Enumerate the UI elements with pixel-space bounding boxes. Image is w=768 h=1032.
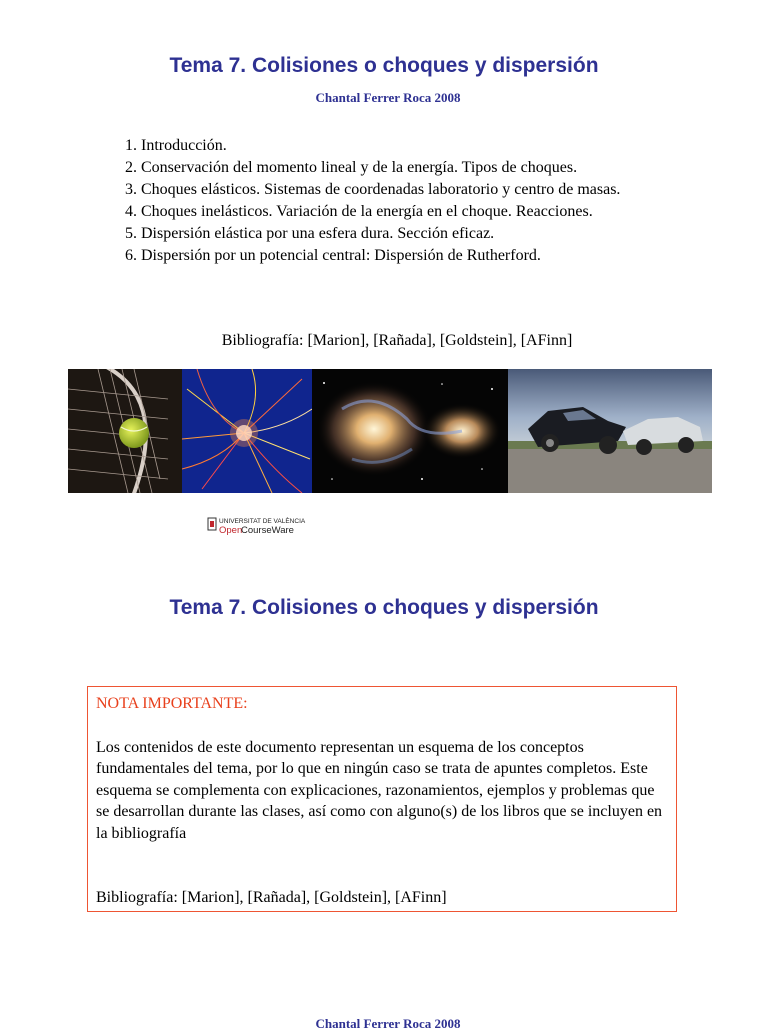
galaxy-collision-image xyxy=(312,369,508,493)
toc-item: 3. Choques elásticos. Sistemas de coordenadas laboratorio y centro de masas. xyxy=(125,181,621,198)
note-bibliography: Bibliografía: [Marion], [Rañada], [Goldstein], [AFinn] xyxy=(96,889,447,906)
image-banner xyxy=(68,369,712,493)
note-heading: NOTA IMPORTANTE: xyxy=(96,695,248,712)
svg-text:UNIVERSITAT DE VALÈNCIA: UNIVERSITAT DE VALÈNCIA xyxy=(219,518,306,525)
university-logo xyxy=(207,516,307,536)
important-note-box xyxy=(87,686,677,912)
footer-author: Chantal Ferrer Roca 2008 xyxy=(315,1016,461,1031)
toc-item: 1. Introducción. xyxy=(125,137,227,154)
toc-item: 5. Dispersión elástica por una esfera dura. Sección eficaz. xyxy=(125,225,495,242)
note-body: Los contenidos de este documento representan un esquema de los conceptos fundamentales del tema, por lo que en ningún caso se trata de apuntes completos. Este esquema se complementa con explicaciones, razonamientos, ejemplos y problemas que se desarrollan durante las clases, así como con alguno(s) de los libros que se incluyen en la bibliografía xyxy=(96,738,663,842)
car-crash-image xyxy=(508,369,712,493)
toc-item: 6. Dispersión por un potencial central: Dispersión de Rutherford. xyxy=(125,247,541,264)
particle-collision-image xyxy=(182,369,312,493)
toc-item: 2. Conservación del momento lineal y de la energía. Tipos de choques. xyxy=(125,159,578,176)
tennis-ball-image xyxy=(68,369,182,493)
svg-text:CourseWare: CourseWare xyxy=(241,525,294,536)
page-title: Tema 7. Colisiones o choques y dispersión xyxy=(169,54,599,77)
author-line: Chantal Ferrer Roca 2008 xyxy=(315,90,461,105)
toc-item: 4. Choques inelásticos. Variación de la energía en el choque. Reacciones. xyxy=(125,203,593,220)
table-of-contents xyxy=(125,135,685,267)
page-title: Tema 7. Colisiones o choques y dispersión xyxy=(169,596,599,619)
bibliography-line: Bibliografía: [Marion], [Rañada], [Goldstein], [AFinn] xyxy=(221,332,573,349)
svg-text:Open: Open xyxy=(219,525,243,536)
